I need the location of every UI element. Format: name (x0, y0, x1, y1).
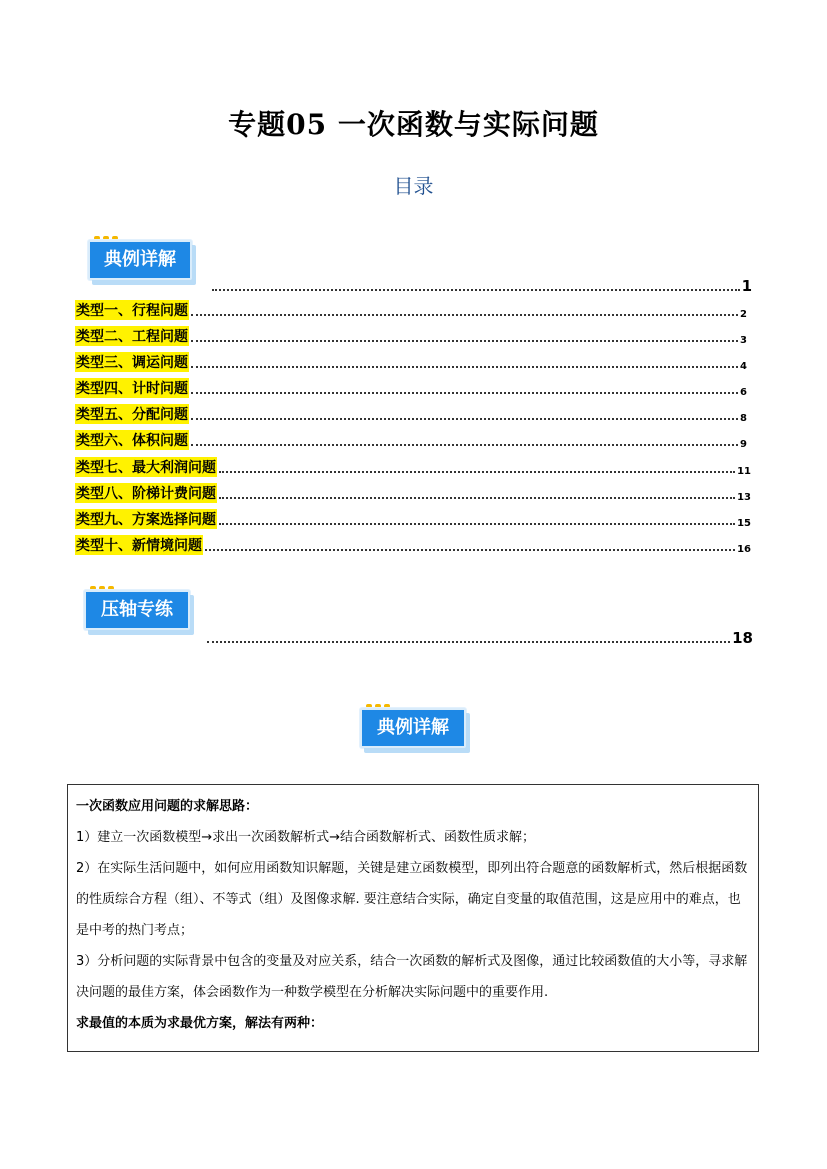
toc-page-number: 18 (732, 629, 753, 647)
toc-entry[interactable]: 类型九、方案选择问题 15 (75, 509, 751, 529)
box-paragraph-3: 3）分析问题的实际背景中包含的变量及对应关系，结合一次函数的解析式及图像，通过比较函数值的大小等，寻求解决问题的最佳方案，体会函数作为一种数学模型在分析解决实际问题中的重要作用. (76, 954, 748, 1000)
toc-heading: 目录 (393, 174, 434, 198)
toc-entry[interactable]: 类型七、最大利润问题 11 (75, 457, 751, 477)
section-badge-examples: 典例详解 (88, 240, 192, 280)
toc-entry[interactable]: 类型一、行程问题 2 (75, 300, 747, 320)
toc-entry[interactable]: 类型三、调运问题 4 (75, 352, 747, 372)
toc-entry-practice[interactable] (205, 627, 753, 647)
section-badge-practice: 压轴专练 (84, 590, 190, 630)
toc-entry[interactable]: 类型四、计时问题 6 (75, 378, 747, 398)
toc-entry[interactable]: 类型五、分配问题 8 (75, 404, 747, 424)
page-title: 专题05 一次函数与实际问题 (228, 108, 599, 141)
toc-entry[interactable]: 类型六、体积问题 9 (75, 430, 747, 450)
method-summary-box (67, 784, 759, 1052)
toc-entry[interactable]: 类型十、新情境问题 16 (75, 535, 751, 555)
box-paragraph-2: 2）在实际生活问题中，如何应用函数知识解题，关键是建立函数模型，即列出符合题意的函数解析式，然后根据函数的性质综合方程（组）、不等式（组）及图像求解. 要注意结合实际，确定自变量的取值范围，这是应用中的难点，也是中考的热门考点； (76, 861, 748, 938)
toc-entry[interactable]: 类型八、阶梯计费问题 13 (75, 483, 751, 503)
box-paragraph-1: 1）建立一次函数模型→求出一次函数解析式→结合函数解析式、函数性质求解； (76, 830, 536, 845)
toc-leader-dots (207, 641, 730, 643)
toc-entry[interactable]: 类型二、工程问题 3 (75, 326, 747, 346)
toc-entry-examples[interactable] (210, 275, 752, 295)
toc-leader-dots (212, 289, 740, 291)
toc-page-number: 1 (741, 277, 752, 295)
section-badge-examples-body: 典例详解 (360, 708, 466, 748)
box-heading: 一次函数应用问题的求解思路： (76, 799, 259, 814)
box-closing: 求最值的本质为求最优方案，解法有两种： (76, 1016, 324, 1031)
